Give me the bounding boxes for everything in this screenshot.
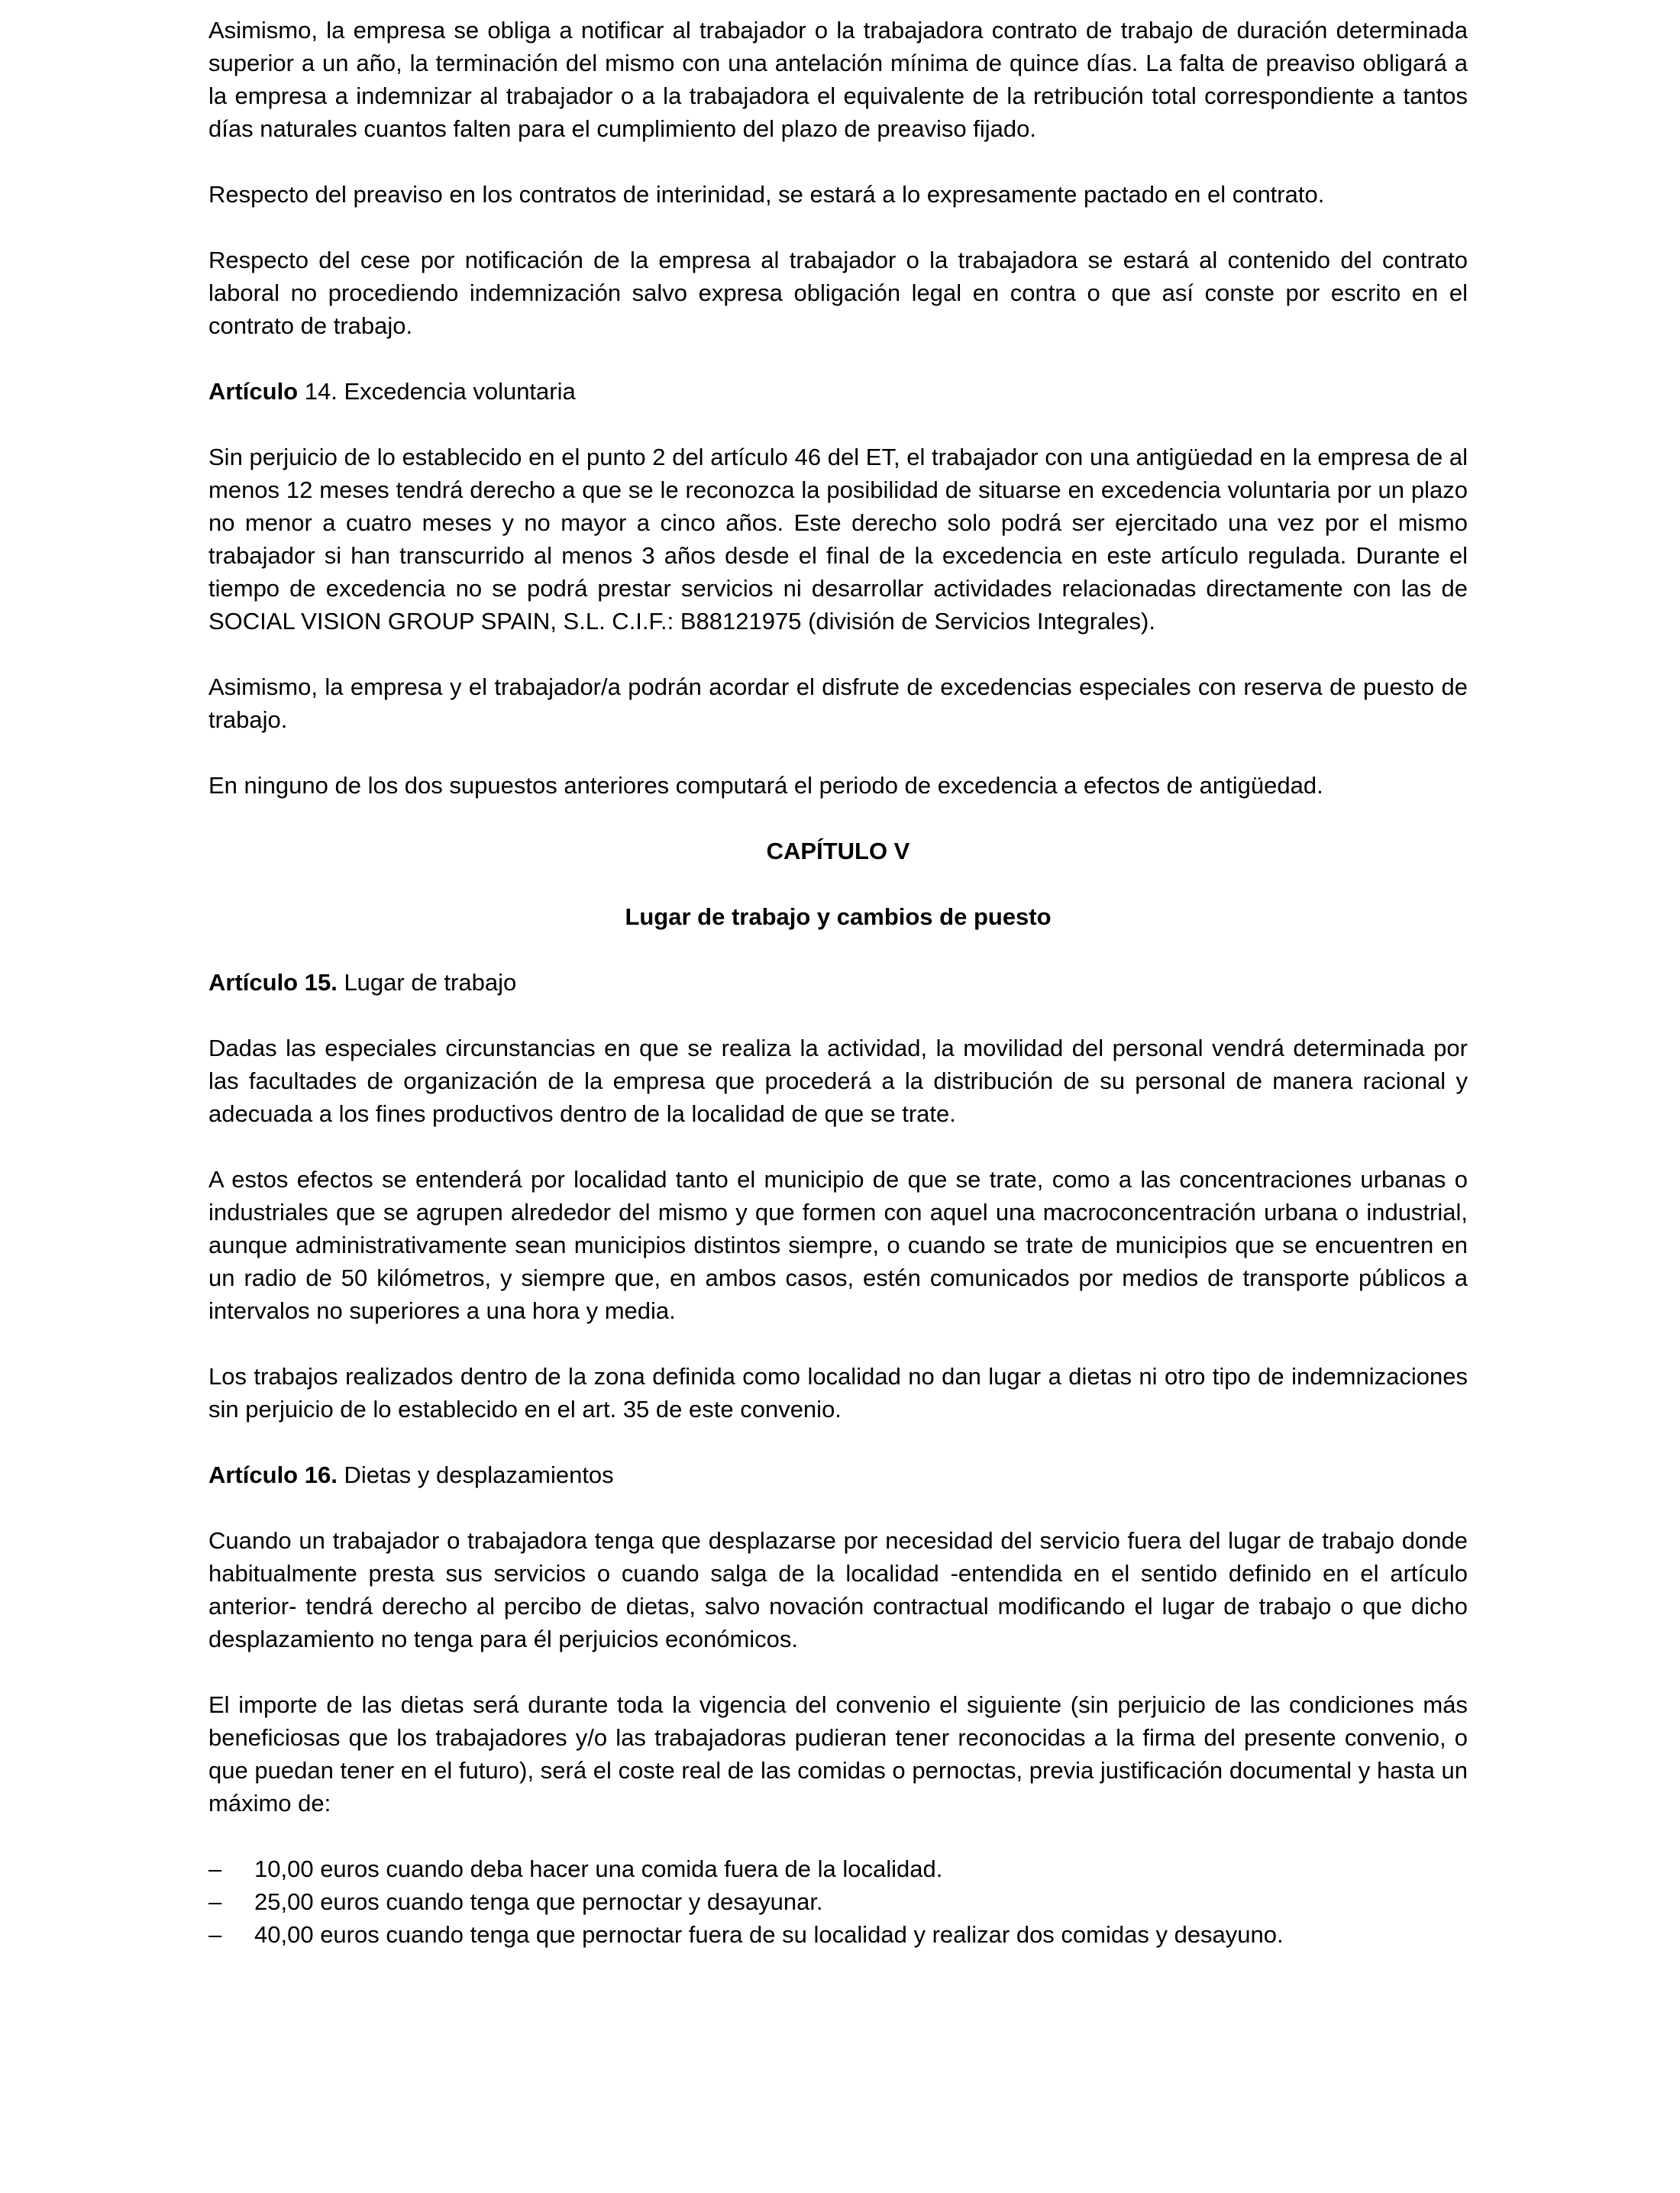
paragraph-movilidad-personal: Dadas las especiales circunstancias en que se realiza la actividad, la movilidad del personal vendrá determinada por las facultades de organización de la empresa que procederá a la distribución de su personal de manera racional y adecuada a los fines productivos dentro de la localidad de que se trate. (208, 1035, 1468, 1127)
article-16-heading (208, 1458, 1468, 1491)
article-14-heading (208, 375, 1468, 408)
paragraph-desplazamiento-dietas: Cuando un trabajador o trabajadora tenga que desplazarse por necesidad del servicio fuera del lugar de trabajo donde habitualmente presta sus servicios o cuando salga de la localidad -entendida en el sentido definido en el artículo anterior- tendrá derecho al percibo de dietas, salvo novación contractual modificando el lugar de trabajo o que dicho desplazamiento no tenga para él perjuicios económicos. (208, 1527, 1468, 1652)
paragraph-excedencia-voluntaria: Sin perjuicio de lo establecido en el punto 2 del artículo 46 del ET, el trabajador con una antigüedad en la empresa de al menos 12 meses tendrá derecho a que se le reconozca la posibilidad de situarse en excedencia voluntaria por un plazo no menor a cuatro meses y no mayor a cinco años. Este derecho solo podrá ser ejercitado una vez por el mismo trabajador si han transcurrido al menos 3 años desde el final de la excedencia en este artículo regulada. Durante el tiempo de excedencia no se podrá prestar servicios ni desarrollar actividades relacionadas directamente con las de SOCIAL VISION GROUP SPAIN, S.L. C.I.F.: B88121975 (división de Servicios Integrales). (208, 444, 1468, 635)
paragraph-cese-notificacion: Respecto del cese por notificación de la empresa al trabajador o la trabajadora se estará al contenido del contrato laboral no procediendo indemnización salvo expresa obligación legal en contra o que así conste por escrito en el contrato de trabajo. (208, 247, 1468, 339)
paragraph-excedencia-antiguedad: En ninguno de los dos supuestos anteriores computará el periodo de excedencia a efectos de antigüedad. (208, 772, 1323, 799)
article-14-heading-title: 14. Excedencia voluntaria (298, 378, 576, 405)
paragraph-definicion-localidad: A estos efectos se entenderá por localidad tanto el municipio de que se trate, como a las concentraciones urbanas o industriales que se agrupen alrededor del mismo y que formen con aquel una macroconcentración urbana o industrial, aunque administrativamente sean municipios distintos siempre, o cuando se trate de municipios que se encuentren en un radio de 50 kilómetros, y siempre que, en ambos casos, estén comunicados por medios de transporte públicos a intervalos no superiores a una hora y media. (208, 1166, 1468, 1324)
article-15-heading-bold: Artículo 15. (208, 969, 338, 996)
list-item-pernoctar-dos-comidas-text: 40,00 euros cuando tenga que pernoctar fuera de su localidad y realizar dos comidas y desayuno. (254, 1921, 1284, 1948)
article-15-heading-title: Lugar de trabajo (337, 969, 517, 996)
chapter-v-heading: CAPÍTULO V (766, 838, 910, 864)
article-15-heading (208, 966, 1468, 999)
article-16-heading-title: Dietas y desplazamientos (337, 1461, 614, 1488)
paragraph-importe-dietas: El importe de las dietas será durante toda la vigencia del convenio el siguiente (sin perjuicio de las condiciones más beneficiosas que los trabajadores y/o las trabajadoras pudieran tener reconocidas a la firma del presente convenio, o que puedan tener en el futuro), será el coste real de las comidas o pernoctas, previa justificación documental y hasta un máximo de: (208, 1691, 1468, 1817)
dash-marker: – (208, 1855, 222, 1882)
paragraph-preaviso-interinidad: Respecto del preaviso en los contratos de interinidad, se estará a lo expresamente pactado en el contrato. (208, 181, 1325, 208)
list-item-comida (208, 1852, 1468, 1885)
list-item-comida-text: 10,00 euros cuando deba hacer una comida fuera de la localidad. (254, 1855, 943, 1882)
dash-marker: – (208, 1921, 222, 1948)
list-item-pernoctar-dos-comidas (208, 1918, 1468, 1951)
article-16-heading-bold: Artículo 16. (208, 1461, 338, 1488)
dietas-amounts-list (208, 1852, 1468, 1951)
document-page (208, 14, 1468, 1951)
list-item-pernoctar-desayunar (208, 1885, 1468, 1918)
paragraph-excedencias-especiales: Asimismo, la empresa y el trabajador/a podrán acordar el disfrute de excedencias especiales con reserva de puesto de trabajo. (208, 673, 1468, 733)
dash-marker: – (208, 1888, 222, 1915)
article-14-heading-bold: Artículo (208, 378, 299, 405)
chapter-v-subheading: Lugar de trabajo y cambios de puesto (625, 903, 1052, 930)
paragraph-preaviso-terminacion: Asimismo, la empresa se obliga a notificar al trabajador o la trabajadora contrato de trabajo de duración determinada superior a un año, la terminación del mismo con una antelación mínima de quince días. La falta de preaviso obligará a la empresa a indemnizar al trabajador o a la trabajadora el equivalente de la retribución total correspondiente a tantos días naturales cuantos falten para el cumplimiento del plazo de preaviso fijado. (208, 17, 1468, 142)
paragraph-trabajos-zona-localidad: Los trabajos realizados dentro de la zona definida como localidad no dan lugar a dietas ni otro tipo de indemnizaciones sin perjuicio de lo establecido en el art. 35 de este convenio. (208, 1363, 1468, 1423)
list-item-pernoctar-desayunar-text: 25,00 euros cuando tenga que pernoctar y desayunar. (254, 1888, 823, 1915)
